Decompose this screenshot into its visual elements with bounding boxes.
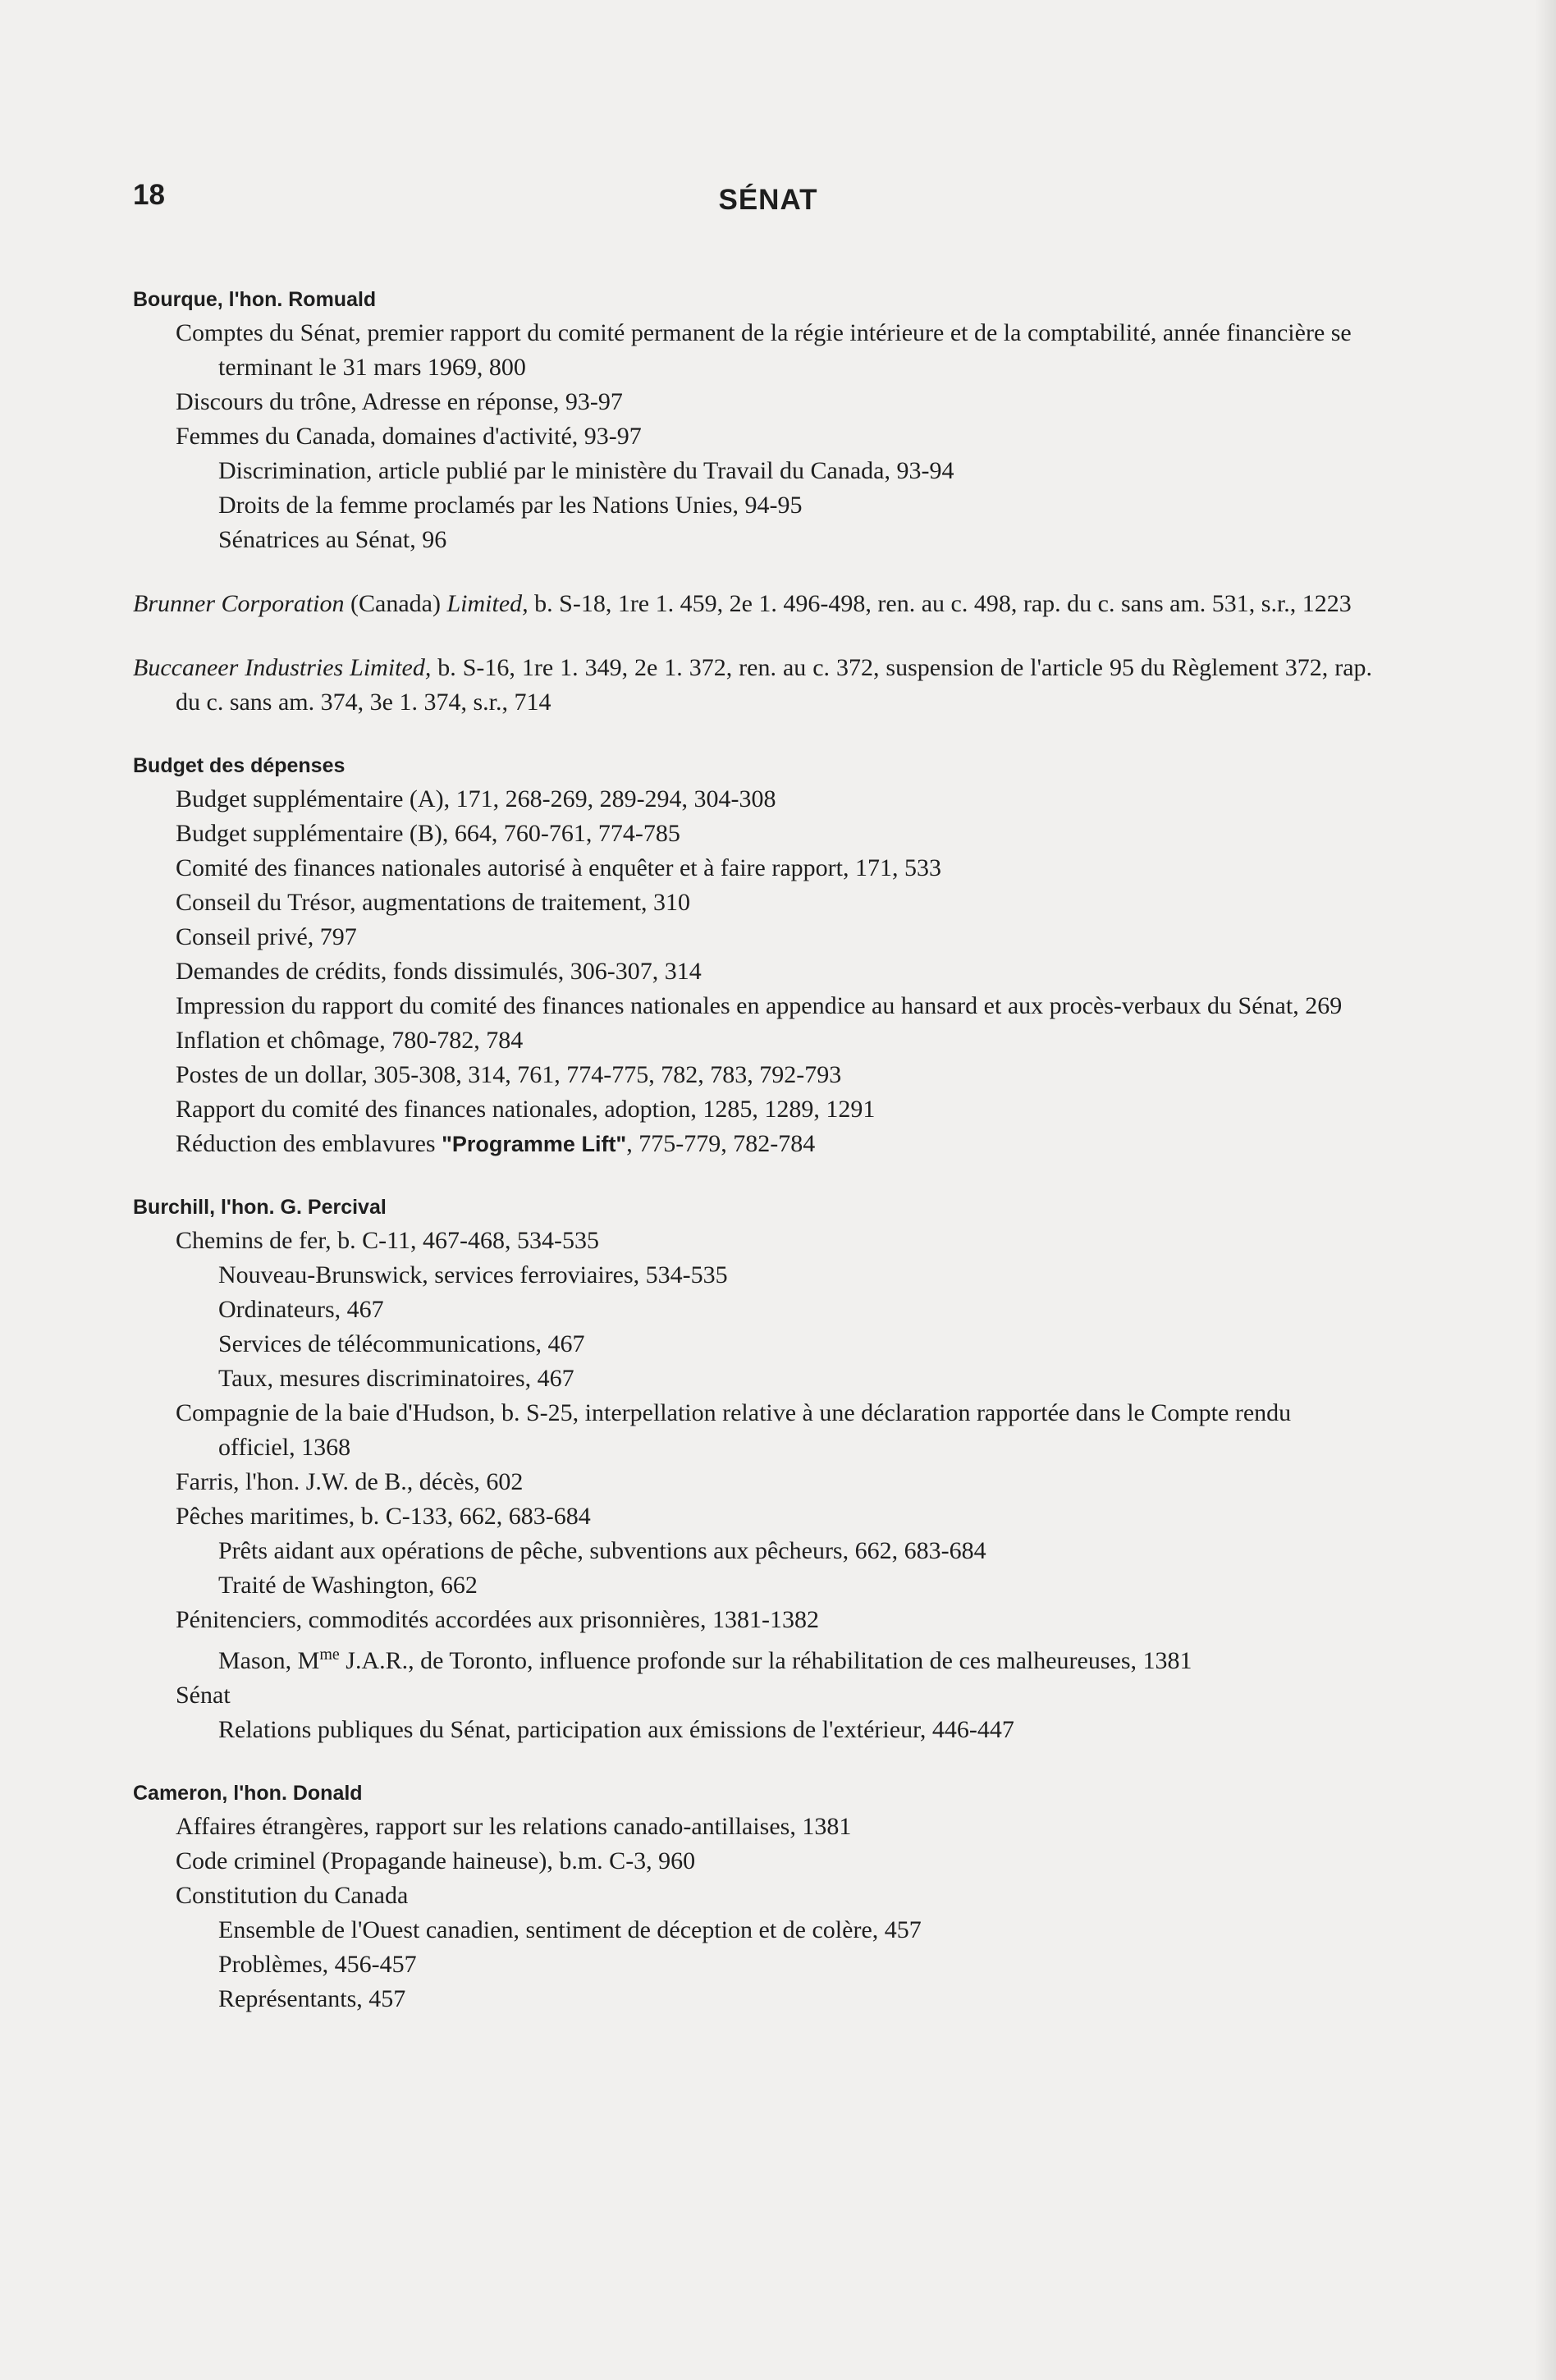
subentry: Conseil du Trésor, augmentations de traitement, 310 [176,889,691,916]
subentry: Impression du rapport du comité des finances nationales en appendice au hansard et aux procès-verbaux du Sénat, 269 [176,992,1343,1019]
subentry: Code criminel (Propagande haineuse), b.m. C-3, 960 [176,1847,696,1874]
subentry: Conseil privé, 797 [176,923,357,950]
subentry: Constitution du Canada [176,1882,409,1909]
subentry: Budget supplémentaire (A), 171, 268-269, 289-294, 304-308 [176,785,776,812]
subentry: Compagnie de la baie d'Hudson, b. S-25, interpellation relative à une déclaration rapportée dans le Compte rendu officiel, 1368 [176,1399,1292,1461]
sub-subentry: Traité de Washington, 662 [218,1572,478,1599]
index-entry-burchill [133,1191,1372,1747]
subentry: Pêches maritimes, b. C-133, 662, 683-684 [176,1503,591,1530]
subentry: Pénitenciers, commodités accordées aux prisonnières, 1381-1382 [176,1606,819,1633]
subentry: Rapport du comité des finances nationales, adoption, 1285, 1289, 1291 [176,1096,876,1123]
subentry-programme-lift [133,1127,1372,1161]
page-title: SÉNAT [718,184,818,216]
entry-heading: Cameron, l'hon. Donald [133,1782,363,1805]
page-header [133,179,1403,225]
bill-name-suffix: Limited, [446,590,529,617]
subentry: Femmes du Canada, domaines d'activité, 93-97 [176,423,642,450]
index-body [133,283,1372,2046]
index-entry-cameron [133,1777,1372,2016]
sub-subentry: Ordinateurs, 467 [218,1296,384,1323]
sub-subentry: Nouveau-Brunswick, services ferroviaires, 534-535 [218,1261,728,1288]
sub-subentry: Services de télécommunications, 467 [218,1330,585,1357]
sub-subentry: Sénatrices au Sénat, 96 [218,526,447,553]
subentry: Demandes de crédits, fonds dissimulés, 306-307, 314 [176,958,702,985]
subentry: Discours du trône, Adresse en réponse, 93-97 [176,388,623,415]
index-entry-bourque [133,283,1372,557]
bill-name-middle: (Canada) [344,590,447,617]
bill-details: b. S-18, 1re 1. 459, 2e 1. 496-498, ren. au c. 498, rap. du c. sans am. 531, s.r., 1223 [528,590,1352,617]
page-number: 18 [133,179,165,211]
index-entry-buccaneer [133,651,1372,720]
page-edge-shadow [1535,0,1556,2380]
mason-honorific: me [319,1645,340,1664]
subentry: Sénat [176,1682,231,1709]
entry-heading: Budget des dépenses [133,754,346,777]
mason-name: Mason, M [218,1647,320,1674]
subentry: Inflation et chômage, 780-782, 784 [176,1027,524,1054]
mason-details: J.A.R., de Toronto, influence profonde sur la réhabilitation de ces malheureuses, 1381 [339,1647,1192,1674]
sub-subentry: Taux, mesures discriminatoires, 467 [218,1365,574,1392]
subentry: Comptes du Sénat, premier rapport du comité permanent de la régie intérieure et de la comptabilité, année financière se terminant le 31 mars 1969, 800 [176,319,1352,381]
sub-subentry: Discrimination, article publié par le ministère du Travail du Canada, 93-94 [218,457,954,484]
sub-subentry: Relations publiques du Sénat, participation aux émissions de l'extérieur, 446-447 [218,1716,1014,1743]
subentry: Farris, l'hon. J.W. de B., décès, 602 [176,1468,524,1495]
bill-details: b. S-16, 1re 1. 349, 2e 1. 372, ren. au c. 372, suspension de l'article 95 du Règlement 372, rap. du c. sans am. 374, 3e 1. 374, s.r., 714 [176,654,1373,716]
sub-subentry: Prêts aidant aux opérations de pêche, subventions aux pêcheurs, 662, 683-684 [218,1537,986,1564]
sub-subentry-mason [133,1637,1372,1678]
subentry: Comité des finances nationales autorisé à enquêter et à faire rapport, 171, 533 [176,854,941,881]
sub-subentry: Ensemble de l'Ouest canadien, sentiment de déception et de colère, 457 [218,1916,922,1943]
subentry-text: Réduction des emblavures [176,1130,442,1157]
subentry: Postes de un dollar, 305-308, 314, 761, 774-775, 782, 783, 792-793 [176,1061,842,1088]
index-entry-budget [133,749,1372,1161]
subentry: Chemins de fer, b. C-11, 467-468, 534-535 [176,1227,599,1254]
entry-heading: Burchill, l'hon. G. Percival [133,1196,387,1219]
programme-name: "Programme Lift" [442,1132,627,1156]
entry-heading: Bourque, l'hon. Romuald [133,288,377,311]
sub-subentry: Droits de la femme proclamés par les Nations Unies, 94-95 [218,492,803,519]
sub-subentry: Représentants, 457 [218,1985,406,2012]
bill-name: Buccaneer Industries Limited, [133,654,432,681]
index-entry-brunner [133,587,1372,621]
subentry: Budget supplémentaire (B), 664, 760-761, 774-785 [176,820,680,847]
bill-name: Brunner Corporation [133,590,345,617]
subentry-pages: , 775-779, 782-784 [626,1130,816,1157]
sub-subentry: Problèmes, 456-457 [218,1951,417,1978]
subentry: Affaires étrangères, rapport sur les relations canado-antillaises, 1381 [176,1813,852,1840]
